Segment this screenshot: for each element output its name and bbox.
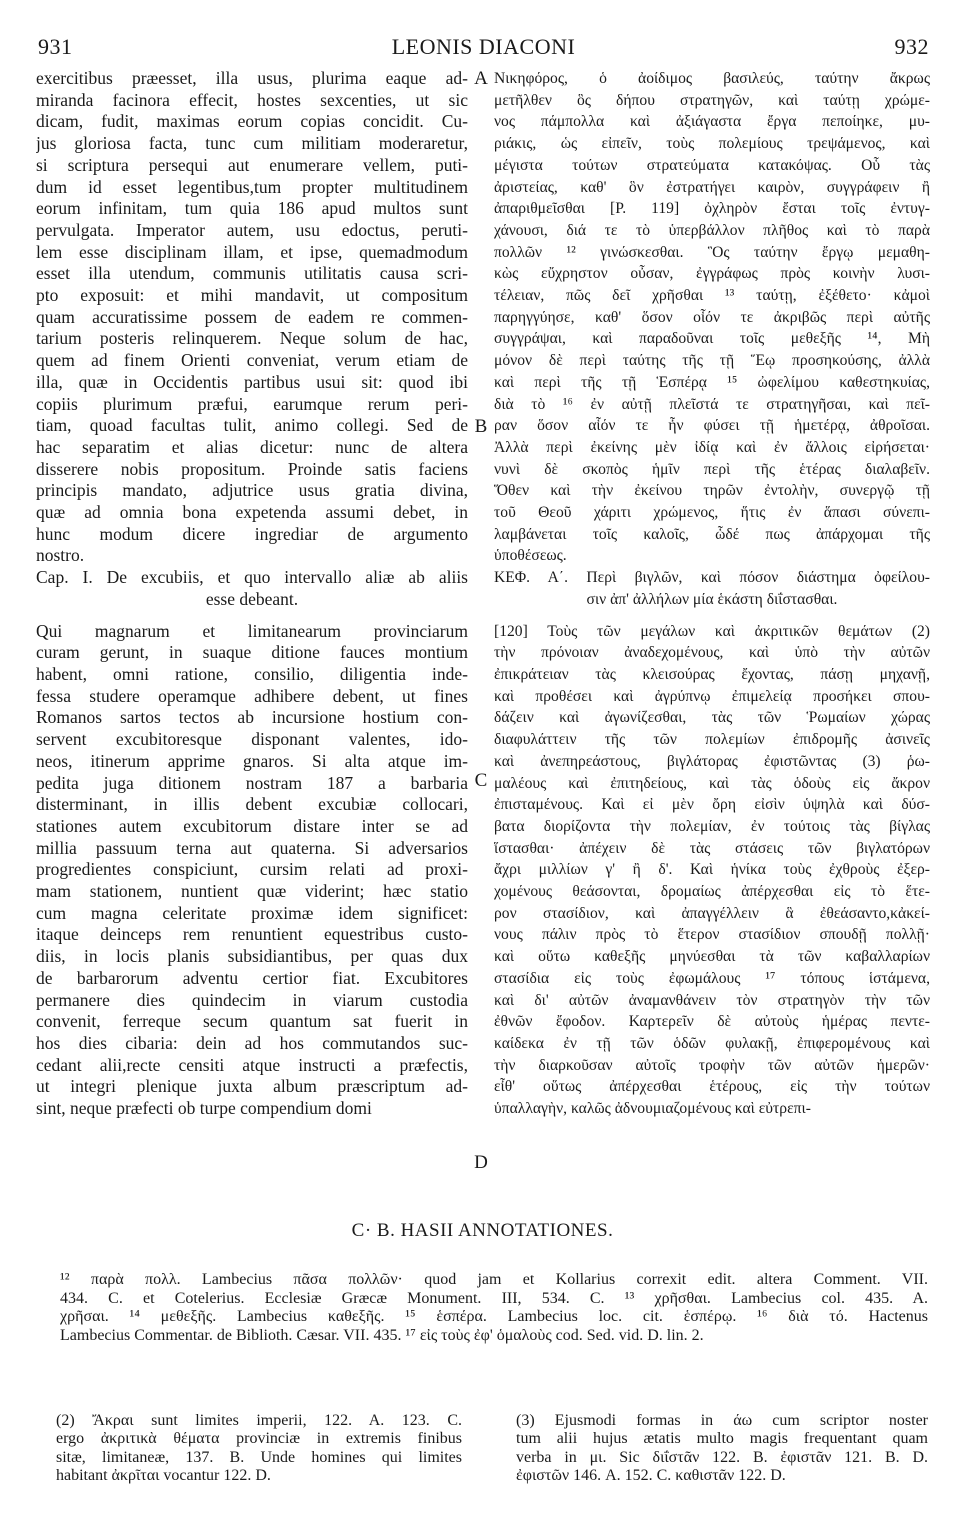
page-number-left: 931 — [38, 34, 73, 59]
latin-line: cedant alii,recte censiti atque instructi a præfectis, — [36, 1054, 468, 1075]
footnote-line: habitant ἀκρῖται vocantur 122. D. — [56, 1467, 271, 1485]
annotation-line: 434. C. et Cotelerius. Ecclesiæ Græcæ Monument. III, 534. C. ¹³ χρῆσθαι. Lambecius col. 435. A. — [60, 1289, 928, 1307]
greek-line: μετῆλθεν ὃς δήπου στρατηγῶν, καὶ ταύτῃ χρώμε- — [494, 91, 930, 109]
greek-line: ἄχρι μιλλίων γ' ἢ δ'. Καὶ ἡνίκα τοὺς ἐχθροὺς ἐξερ- — [494, 861, 930, 879]
page-number-right: 932 — [894, 34, 929, 59]
latin-line: dicam, fudit, maximas eorum copias concidit. Cu- — [36, 111, 468, 132]
latin-line: neos, itinerum apprime gnaros. Si alta atque im- — [36, 750, 468, 771]
latin-line: permanere dies quindecim in viarum custodia — [36, 989, 468, 1010]
greek-line: καὶ περὶ τῆς τῇ Ἑσπέρᾳ ¹⁵ ὠφελίμου καθεστηκυίας, — [494, 373, 930, 391]
latin-line: jus gloriosa facta, tunc cum militiam moderaretur, — [36, 133, 468, 154]
latin-line: hac separatim et alias dicetur: nunc de altera — [36, 436, 468, 457]
greek-line: ρον στασίδιον, καὶ ἀπαγγέλλειν ἃ ἐθεάσαντο,κἀκεί- — [494, 904, 930, 922]
latin-line: esset illa utendum, communis utilitatis causa scri- — [36, 263, 468, 284]
greek-line: ριάκις, ὡς εἰπεῖν, τοὺς πολεμίους τρεψάμενος, καὶ — [494, 135, 930, 153]
latin-line: Qui magnarum et limitanearum provinciarum — [36, 620, 468, 641]
annotations-block — [60, 1271, 928, 1345]
footnote-line: verba in μι. Sic διΐστᾶν 122. B. ἐφιστᾶν 121. B. D. — [516, 1448, 928, 1466]
footnote-2 — [56, 1412, 462, 1486]
greek-line: μαλέους καὶ ἐπιτηδείους, καὶ τὰς ὁδοὺς εἰς ἄκρον — [494, 774, 930, 792]
greek-line: χάνουσι, διά τε τὸ ὑπερβάλλον πλῆθος καὶ τὸ παρὰ — [494, 221, 930, 239]
greek-line: λαμβάνεται τοῖς καλοῖς, ὧδέ πως ἀπάρχομαι τῆς — [494, 525, 930, 543]
greek-line: χομένους θεάσονται, δρομαίως ἀπέρχεσθαι εἰς τὸ ἕτε- — [494, 883, 930, 901]
greek-line: μόνον δὲ περὶ ταύτης τῆς τῇ Ἕῳ προσηκούσης, ἀλλὰ — [494, 352, 930, 370]
greek-line: νυνὶ δὲ σκοπὸς ἡμῖν περὶ τῆς ἑτέρας διαλαβεῖν. — [494, 460, 930, 478]
greek-line: μέγιστα τούτων στρατεύματα κατακόψας. Οὗ τὰς — [494, 156, 930, 174]
footnote-line: ergo ἀκριτικὰ θέματα provinciæ in extremis finibus — [56, 1430, 462, 1448]
latin-line: diis, in locis planis subsidiantibus, per quas dux — [36, 946, 468, 967]
greek-line: κὼς εὔχρηστον οὖσαν, ἐγγράφως πρὸς κοινὴν λυσι- — [494, 265, 930, 283]
annotation-line: Lambecius Commentar. de Biblioth. Cæsar. VII. 435. ¹⁷ εἰς τοὺς ἐφ' ὁμαλοὺς cod. Sed. vid. D. lin. 2. — [60, 1326, 704, 1344]
latin-line: dum id esset legentibus,tum propter multitudinem — [36, 176, 468, 197]
margin-marker-d: D — [474, 1152, 488, 1173]
greek-column — [494, 68, 930, 1120]
annotation-line: ¹² παρὰ πολλ. Lambecius πᾶσα πολλῶν· quod jam et Kollarius correxit edit. altera Comment. VII. — [60, 1271, 928, 1288]
greek-line: τέλειαν, πῶς δεῖ χρῆσθαι ¹³ ταύτῃ, ἐξέθετο· κἀμοὶ — [494, 287, 930, 305]
footnote-line: (2) Ἄκραι sunt limites imperii, 122. A. 123. C. — [56, 1412, 462, 1429]
greek-line: Ἀλλὰ περὶ ἐκείνης μὲν ἰδίᾳ καὶ ἐν ἄλλοις εἰρήσεται· — [494, 438, 930, 456]
greek-line: σιν ἀπ' ἀλλήλων μία ἑκάστη διΐστασθαι. — [586, 590, 838, 608]
latin-line: stationes autem excubitorum distare inter se ad — [36, 815, 468, 836]
latin-line: illa, quæ in Occidentis partibus usui sit: quod ibi — [36, 371, 468, 392]
latin-line: nostro. — [36, 545, 85, 566]
annotation-line: χρῆσαι. ¹⁴ μεθεξῆς. Lambecius καθεξῆς. ¹⁵ ἑσπέρα. Lambecius loc. cit. ἑσπέρῳ. ¹⁶ διὰ τό. Hactenus — [60, 1308, 928, 1326]
greek-line: στασίδια εἰς τοὺς ἐφωμάλους ¹⁷ τόπους ἱστάμενα, — [494, 969, 930, 987]
latin-line: habent, omni ratione, consilio, diligentia inde- — [36, 663, 468, 684]
greek-line: ὑποθέσεως. — [494, 547, 567, 565]
latin-line: copiis plurimum præfui, earumque rerum peri- — [36, 393, 468, 414]
latin-line: quæ ad omnia bona expetenda assumi debet, in — [36, 502, 468, 523]
greek-line: πολλῶν ¹² γινώσκεσθαι. Ὃς ταύτην ἔργῳ μεμαθη- — [494, 243, 930, 261]
latin-line: Cap. I. De excubiis, et quo intervallo aliæ ab aliis — [36, 567, 468, 588]
latin-line: tarium posteris relinquerem. Neque solum de hac, — [36, 328, 468, 349]
greek-line: συγγράψαι, καὶ παραδοῦναι τοῖς μεθεξῆς ¹⁴, Μὴ — [494, 330, 930, 348]
latin-line: sint, neque præfecti ob turpe compendium domi — [36, 1098, 372, 1119]
greek-line: τοῦ Θεοῦ χάριτι χρώμενος, ἥτις ἐν ἅπασι σύνεπι- — [494, 504, 930, 522]
latin-line: disterminant, in illis debent excubiæ collocari, — [36, 794, 468, 815]
greek-line: Νικηφόρος, ὁ ἀοίδιμος βασιλεύς, ταύτην ἄκρως — [494, 70, 930, 87]
latin-line: fessa studere operamque adhibere debent, ut fines — [36, 685, 468, 706]
latin-line: hunc modum dicere ingrediar de argumento — [36, 523, 468, 544]
greek-line: ἀπαριθμεῖσθαι [P. 119] ὀχληρὸν ἔσται τοῖς ἐντυγ- — [494, 200, 930, 218]
latin-line: quam accuratissime possem de eadem re commen- — [36, 306, 468, 327]
greek-line: Ὅθεν καὶ τὴν ἐκείνου τηρῶν ἐντολὴν, συνεργῷ τῇ — [494, 482, 930, 500]
greek-line: εἶθ' οὕτως ἀπέρχεσθαι ἑτέρους, εἰς τὴν τούτων — [494, 1078, 930, 1096]
margin-marker-a: A — [474, 68, 488, 89]
latin-line: disserere nobis propositum. Proinde satis faciens — [36, 458, 468, 479]
greek-line: καὶ ἀνεπηρεάστους, βιγλάτορας ἐφιστῶντας (3) ῥω- — [494, 752, 930, 770]
greek-line: δάζειν καὶ ἀγωνίζεσθαι, τὰς τῶν Ῥωμαίων χώρας — [494, 709, 930, 727]
greek-line: ἐθνῶν ἔφοδον. Καρτερεῖν δὲ αὐτοὺς ἡμέρας πεντε- — [494, 1013, 930, 1031]
greek-line: καὶ δι' αὐτῶν ἀναμανθάνειν τὸν στρατηγὸν τὴν τῶν — [494, 991, 930, 1009]
latin-line: miranda facinora effecit, hostes sexcenties, ut sic — [36, 89, 468, 110]
margin-marker-c: C — [474, 770, 488, 791]
greek-line: ΚΕΦ. Α΄. Περὶ βιγλῶν, καὶ πόσον διάστημα ὀφείλου- — [494, 569, 930, 587]
greek-line: τὴν διαρκοῦσαν αὐτοῖς τροφὴν τῶν αὐτῶν ἡμερῶν· — [494, 1056, 930, 1074]
footnote-3 — [516, 1412, 928, 1486]
greek-line: τὴν πρόνοιαν ἀναδεχομένους, καὶ ὑπὸ τὴν αὐτῶν — [494, 644, 930, 662]
page-header — [38, 34, 929, 64]
latin-line: pervulgata. Imperator autem, usu edoctus, peruti- — [36, 219, 468, 240]
margin-marker-b: B — [474, 416, 488, 437]
latin-line: cum magna celeritate proximæ idem significet: — [36, 902, 468, 923]
greek-line: [120] Τοὺς τῶν μεγάλων καὶ ἀκριτικῶν θεμάτων (2) — [494, 622, 930, 640]
latin-line: ut integri plenique juxta album præscriptum ad- — [36, 1076, 468, 1097]
latin-line: convenit, ferreque secum quantum sat fuerit in — [36, 1011, 468, 1032]
latin-line: de barbarorum adventu certior fiat. Excubitores — [36, 967, 468, 988]
greek-line: καὶ οὕτω καθεξῆς μηνύεσθαι τὰ τῶν καβαλλαρίων — [494, 948, 930, 966]
latin-line: Romanos sartos tectos ab incursione hostium con- — [36, 707, 468, 728]
latin-line: hos dies cibaria: dein ad hos commutandos suc- — [36, 1032, 468, 1053]
latin-line: tiam, quoad facultas tulit, animo collegi. Sed de — [36, 415, 468, 436]
greek-line: διὰ τὸ ¹⁶ ἐν αὐτῇ πλεῖστά τε στρατηγῆσαι, καὶ πεῖ- — [494, 395, 930, 413]
greek-line: διαφυλάττειν τῆς τῶν πολεμίων ἐπιδρομῆς ἀσινεῖς — [494, 731, 930, 749]
latin-line: pto exposuit: et mihi mandavit, ut compositum — [36, 285, 468, 306]
greek-line: ἵστασθαι· ἀπέχειν δὲ τὰς στάσεις τῶν βιγλατόρων — [494, 839, 930, 857]
latin-line: progredientes conspiciunt, cursim relati ad proxi- — [36, 859, 468, 880]
greek-line: ἀριστείας, καθ' ὃν ἐστρατήγει καιρὸν, συγγράφειν ἢ — [494, 178, 930, 196]
greek-line: ἐπικράτειαν τὰς κλεισούρας ἔχοντας, πάσῃ μηχανῇ, — [494, 665, 930, 683]
greek-line: καὶ προθέσει καὶ ἀγρύπνῳ ἐπιμελείᾳ προσήκει σπου- — [494, 687, 930, 705]
latin-line: esse debeant. — [205, 588, 299, 609]
greek-line: βατα διορίζοντα τὴν πολεμίαν, ἐν τούτοις τὰς βίγλας — [494, 817, 930, 835]
latin-line: millia passuum terna aut quaterna. Si adversarios — [36, 837, 468, 858]
footnote-line: (3) Ejusmodi formas in άω cum scriptor noster — [516, 1412, 928, 1429]
greek-line: παρηγγύησε, καθ' ὅσον οἷόν τε ἀκριβῶς περὶ αὐτῆς — [494, 308, 930, 326]
greek-line: ὑπαλλαγὴν, καλῶς ἀδνουμιαζομένους καὶ εὐτρεπι- — [494, 1100, 811, 1118]
footnote-line: tum alii hujus ætatis multo magis frequentant quam — [516, 1430, 928, 1448]
latin-line: itaque deinceps rem renuntient equestribus custo- — [36, 924, 468, 945]
latin-line: pedita juga ditionem nostram 187 a barbaria — [36, 772, 468, 793]
greek-line: ραν ὅσον αἷόν τε ἦν φύσει τῇ ἡμετέρᾳ, ἀθροῖσαι. — [494, 417, 930, 435]
latin-line: servent excubitoresque disponant valentes, ido- — [36, 729, 468, 750]
greek-line: ἐπισταμένους. Καὶ εἰ μὲν ὄρη εἰσὶν ὑψηλὰ καὶ δύσ- — [494, 796, 930, 814]
running-title: LEONIS DIACONI — [391, 34, 576, 59]
latin-line: lem esse disciplinam illam, et ipse, quemadmodum — [36, 241, 468, 262]
latin-line: si scriptura persequi aut enumerare vellem, puti- — [36, 154, 468, 175]
footnote-line: ἐφιστῶν 146. A. 152. C. καθιστᾶν 122. D. — [516, 1467, 786, 1485]
greek-line: νος πάμπολλα καὶ ἀξιάγαστα ἔργα πεποίηκε, μυ- — [494, 113, 930, 131]
latin-line: exercitibus præesset, illa usus, plurima eaque ad- — [36, 68, 468, 88]
latin-line: curam gerunt, in suaque ditione fauces montium — [36, 642, 468, 663]
latin-line: mam stationem, nuntient quæ viderint; hæc statio — [36, 881, 468, 902]
annotations-title: C· B. HASII ANNOTATIONES. — [351, 1220, 614, 1241]
greek-line: καίδεκα ἐν τῇ τῶν ὁδῶν φυλακῇ, ἐπιφερομένους καὶ — [494, 1034, 930, 1052]
greek-line: νους πάλιν πρὸς τὸ ἕτερον στασίδιον σπουδῇ πολλῇ· — [494, 926, 930, 944]
latin-column — [36, 68, 468, 1120]
latin-line: quem ad finem Orienti conveniat, verum etiam de — [36, 350, 468, 371]
latin-line: eorum infinitam, tum quia 186 apud multos sunt — [36, 198, 468, 219]
latin-line: principis mandato, adjutrice usus gratia divina, — [36, 480, 468, 501]
footnote-line: sitæ, limitaneæ, 137. B. Unde homines qui limites — [56, 1448, 462, 1466]
